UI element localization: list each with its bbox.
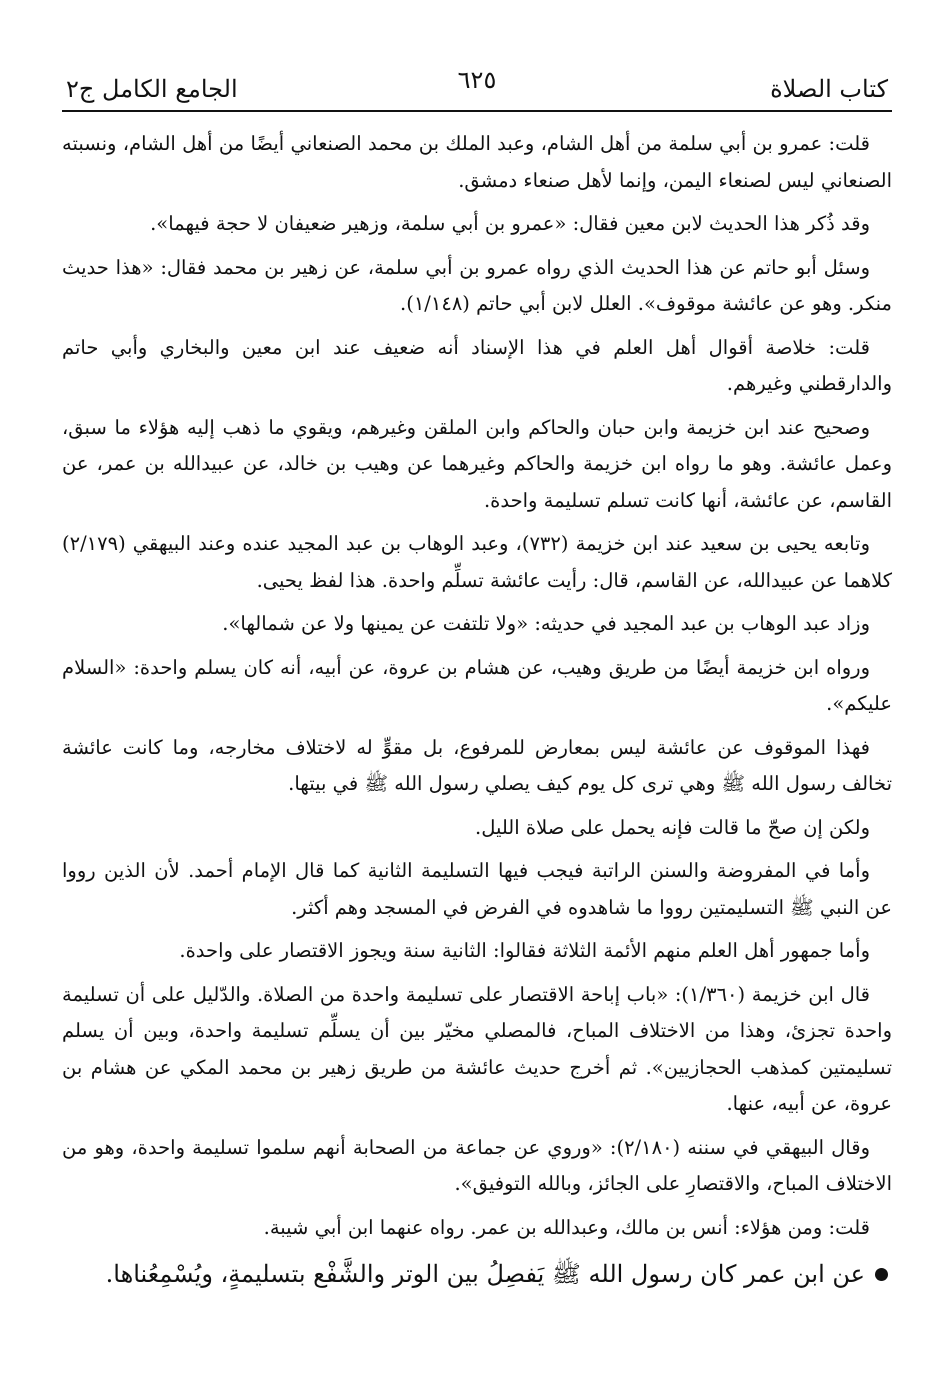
paragraph: ولكن إن صحّ ما قالت فإنه يحمل على صلاة الليل. bbox=[475, 815, 870, 839]
paragraph: فهذا الموقوف عن عائشة ليس بمعارض للمرفوع، بل مقوٍّ له لاختلاف مخارجه، وما كانت عائشة تخالف رسول الله ﷺ وهي ترى كل يوم كيف يصلي رسول الله ﷺ في بيتها. bbox=[62, 735, 892, 795]
page-header bbox=[62, 60, 892, 104]
header-chapter-title: كتاب الصلاة bbox=[770, 75, 888, 104]
paragraph: قال ابن خزيمة (١/٣٦٠): «باب إباحة الاقتصار على تسليمة واحدة من الصلاة. والدّليل على أن تسليمة واحدة تجزئ، وهذا من الاختلاف المباح، فالمصلي مخيّر بين أن يسلِّم تسليمة واحدة، وبين أن يسلم تسليمتين كمذهب الحجازيين». ثم أخرج حديث عائشة من طريق زهير بن محمد المكي عن هشام بن عروة، عن أبيه، عنها. bbox=[62, 982, 892, 1115]
page-number: ٦٢٥ bbox=[457, 66, 497, 94]
page-body bbox=[62, 126, 892, 1294]
paragraph: وقال البيهقي في سننه (٢/١٨٠): «وروي عن جماعة من الصحابة أنهم سلموا تسليمة واحدة، وهو من الاختلاف المباح، والاقتصارِ على الجائز، وبالله التوفيق». bbox=[62, 1135, 892, 1195]
paragraph: وصحيح عند ابن خزيمة وابن حبان والحاكم وابن الملقن وغيرهم، ويقوي ما ذهب إليه هؤلاء ما سبق، وعمل عائشة. وهو ما رواه ابن خزيمة والحاكم وغيرهما عن وهيب بن خالد، عن عبيدالله بن عمر، عن القاسم، عن عائشة، أنها كانت تسلم تسليمة واحدة. bbox=[62, 415, 892, 512]
paragraph: وزاد عبد الوهاب بن عبد المجيد في حديثه: «ولا تلتفت عن يمينها ولا عن شمالها». bbox=[222, 612, 870, 635]
hadith-text: عن ابن عمر كان رسول الله ﷺ يَفصِلُ بين الوتر والشَّفْع بتسليمةٍ، ويُسْمِعُناها. bbox=[105, 1260, 865, 1288]
header-divider bbox=[62, 110, 892, 112]
header-book-title: الجامع الكامل ج٢ bbox=[66, 75, 238, 104]
paragraph: وسئل أبو حاتم عن هذا الحديث الذي رواه عمرو بن أبي سلمة، عن زهير بن محمد فقال: «هذا حديث منكر. وهو عن عائشة موقوف». العلل لابن أبي حاتم (١/١٤٨). bbox=[62, 255, 892, 315]
bullet-icon bbox=[875, 1268, 888, 1281]
hadith-line bbox=[62, 1254, 892, 1294]
paragraph: وقد ذُكر هذا الحديث لابن معين فقال: «عمرو بن أبي سلمة، وزهير ضعيفان لا حجة فيهما». bbox=[150, 212, 870, 235]
paragraph: ورواه ابن خزيمة أيضًا من طريق وهيب، عن هشام بن عروة، عن أبيه، أنه كان يسلم واحدة: «السلام عليكم». bbox=[62, 655, 892, 715]
paragraph: قلت: خلاصة أقوال أهل العلم في هذا الإسناد أنه ضعيف عند ابن معين والبخاري وأبي حاتم والدارقطني وغيرهم. bbox=[62, 335, 892, 395]
paragraph: قلت: عمرو بن أبي سلمة من أهل الشام، وعبد الملك بن محمد الصنعاني أيضًا من أهل الشام، ونسبته الصنعاني ليس لصنعاء اليمن، وإنما لأهل صنعاء دمشق. bbox=[62, 132, 892, 192]
paragraph: وأما جمهور أهل العلم منهم الأئمة الثلاثة فقالوا: الثانية سنة ويجوز الاقتصار على واحدة. bbox=[179, 939, 870, 962]
book-page bbox=[62, 60, 892, 1294]
paragraph: قلت: ومن هؤلاء: أنس بن مالك، وعبدالله بن عمر. رواه عنهما ابن أبي شيبة. bbox=[263, 1215, 870, 1239]
paragraph: وأما في المفروضة والسنن الراتبة فيجب فيها التسليمة الثانية كما قال الإمام أحمد. لأن الذين رووا عن النبي ﷺ التسليمتين رووا ما شاهدوه في الفرض في المسجد وهم أكثر. bbox=[62, 859, 892, 919]
paragraph: وتابعه يحيى بن سعيد عند ابن خزيمة (٧٣٢)، وعبد الوهاب بن عبد المجيد عنده وعند البيهقي (٢/١٧٩) كلاهما عن عبيدالله، عن القاسم، قال: رأيت عائشة تسلِّم واحدة. هذا لفظ يحيى. bbox=[62, 532, 892, 592]
